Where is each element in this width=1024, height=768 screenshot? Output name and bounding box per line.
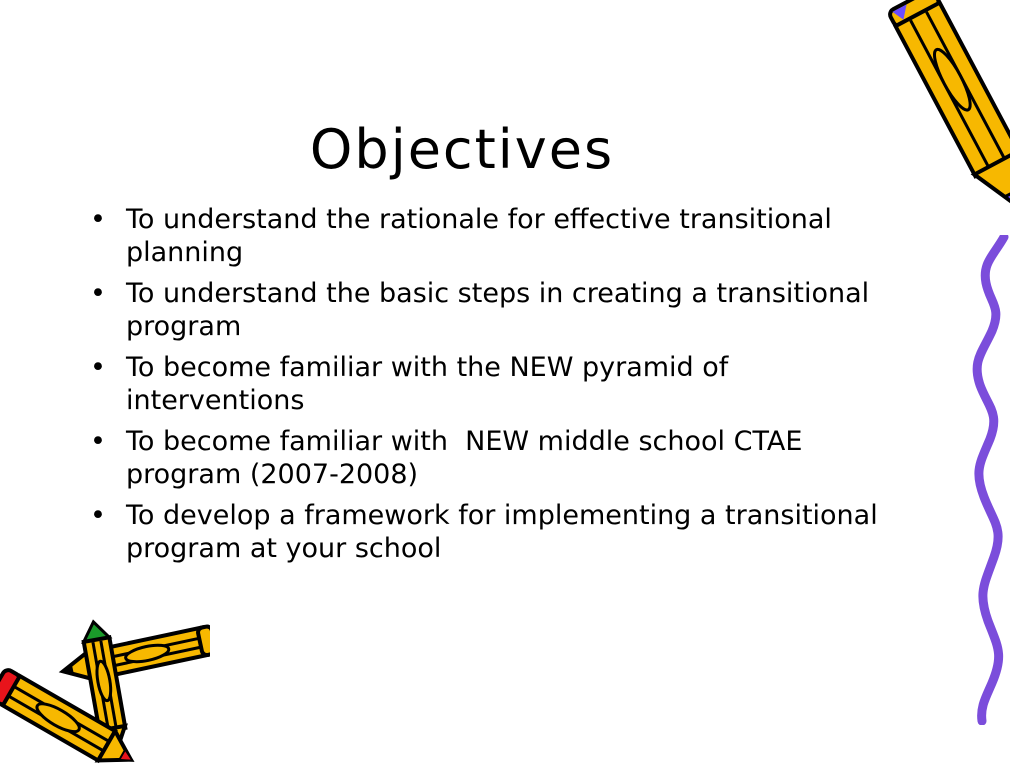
slide-title: Objectives <box>309 118 615 181</box>
list-item-text: To understand the basic steps in creating a transitional program <box>126 278 870 342</box>
list-item-text: To understand the rationale for effective transitional planning <box>126 204 832 268</box>
squiggle-line-icon <box>960 235 1024 725</box>
list-item-text: To become familiar with NEW middle school CTAE program (2007-2008) <box>126 426 811 490</box>
list-item <box>86 351 886 417</box>
bullet-icon: • <box>90 426 106 457</box>
objectives-list <box>86 203 886 573</box>
bullet-icon: • <box>90 278 106 309</box>
list-item <box>86 203 886 269</box>
bullet-icon: • <box>90 352 106 383</box>
list-item <box>86 425 886 491</box>
list-item <box>86 277 886 343</box>
bullet-icon: • <box>90 500 106 531</box>
list-item-text: To develop a framework for implementing a transitional program at your school <box>126 500 878 564</box>
list-item-text: To become familiar with the NEW pyramid of interventions <box>126 352 729 416</box>
crossed-pencils-icon <box>0 618 210 768</box>
bullet-icon: • <box>90 204 106 235</box>
pencil-icon <box>850 0 1010 250</box>
list-item <box>86 499 886 565</box>
